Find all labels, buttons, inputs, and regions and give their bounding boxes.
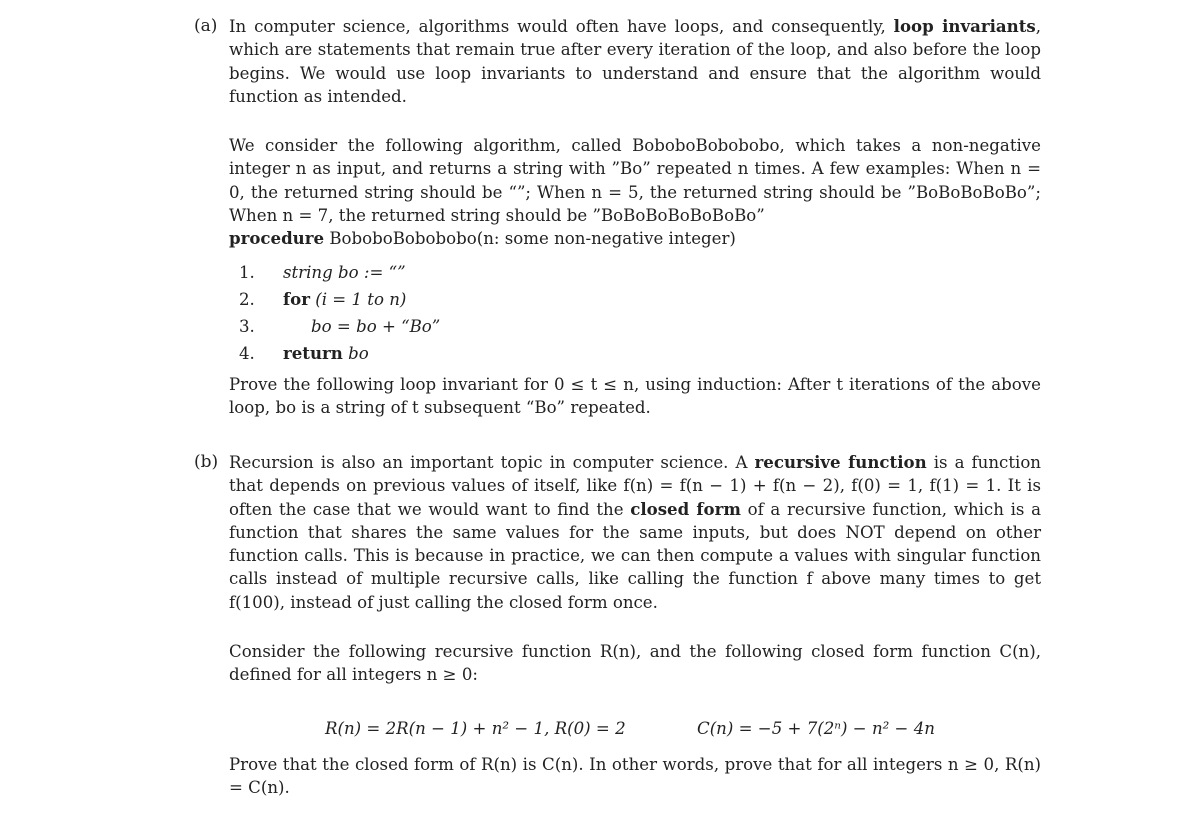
code-line: 4. return bo — [239, 342, 369, 363]
loop-invariants-term: loop invariants — [893, 16, 1036, 36]
part-a-label: (a) — [194, 16, 218, 36]
procedure-header: procedure BoboboBobobobo(n: some non-negative integer) — [229, 228, 736, 249]
equation-line — [229, 705, 1041, 753]
part-b-label: (b) — [194, 452, 219, 472]
part-a — [194, 15, 1044, 419]
part-b-consider: Consider the following recursive function R(n), and the following closed form function C(n), defined for all integers n ≥ 0: — [229, 642, 1041, 685]
code-line: 1. string bo := “” — [239, 262, 406, 282]
code-block — [229, 259, 1041, 367]
code-line: 3. bo = bo + “Bo” — [239, 316, 441, 336]
part-b-intro: Recursion is also an important topic in computer science. A recursive function is a function that depends on previous values of itself, like f(n) = f(n − 1) + f(n − 2), f(0) = 1, f(1) = 1. It is often the case that we would want to find the closed form of a recursive function, which is a function that shares the same values for the same inputs, but does NOT depend on other function calls. This is because in practice, we can then compute a values with singular function calls instead of multiple recursive calls, like calling the function f above many times to get f(100), instead of just calling the closed form once. — [229, 452, 1041, 612]
recursive-function-term: recursive function — [754, 452, 927, 472]
recursive-equation: R(n) = 2R(n − 1) + n² − 1, R(0) = 2 — [325, 718, 626, 738]
part-a-intro: In computer science, algorithms would often have loops, and consequently, loop invariants, which are statements that remain true after every iteration of the loop, and also before the loop begins. We would use loop invariants to understand and ensure that the algorithm would function as intended. — [229, 16, 1041, 106]
part-a-prove: Prove the following loop invariant for 0 ≤ t ≤ n, using induction: After t iterations of the above loop, bo is a string of t subsequent “Bo” repeated. — [229, 374, 1041, 417]
part-a-consider: We consider the following algorithm, called BobobоBobobobo, which takes a non-negative integer n as input, and returns a string with ”Bo” repeated n times. A few examples: When n = 0, the returned string should be “”; When n = 5, the returned string should be ”BoBoBoBoBo”; When n = 7, the returned string should be ”BoBoBoBoBoBoBo” — [229, 136, 1041, 226]
code-line: 2. for (i = 1 to n) — [239, 288, 407, 309]
part-b — [194, 451, 1044, 799]
closed-form-equation: C(n) = −5 + 7(2ⁿ) − n² − 4n — [697, 718, 935, 738]
closed-form-term: closed form — [630, 498, 741, 519]
part-b-prove: Prove that the closed form of R(n) is C(n). In other words, prove that for all integers n ≥ 0, R(n) = C(n). — [229, 754, 1041, 797]
